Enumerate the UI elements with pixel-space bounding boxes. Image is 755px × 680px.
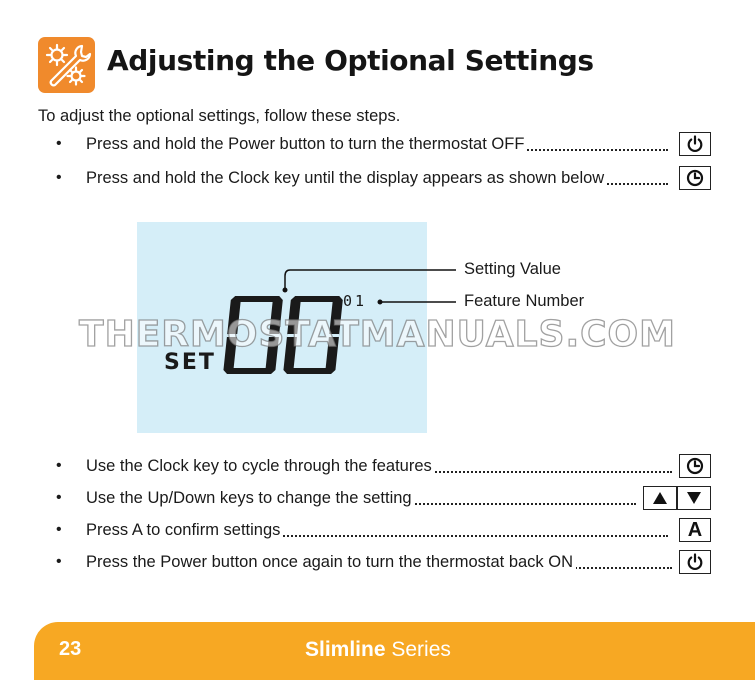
up-arrow-icon	[652, 491, 668, 505]
down-arrow-icon	[686, 491, 702, 505]
set-label: SET	[164, 350, 216, 375]
intro-text: To adjust the optional settings, follow these steps.	[38, 107, 401, 125]
series-name	[305, 638, 451, 662]
step-text: Press A to confirm settings	[86, 521, 283, 540]
bullet: •	[56, 521, 62, 538]
step-text: Use the Clock key to cycle through the features	[86, 457, 435, 476]
list-item	[56, 550, 712, 576]
step-text: Press the Power button once again to turn the thermostat back ON	[86, 553, 576, 572]
step-text: Press and hold the Power button to turn the thermostat OFF	[86, 135, 527, 154]
watermark: THERMOSTATMANUALS.COM	[79, 314, 676, 355]
down-key	[677, 486, 711, 510]
a-key-icon: A	[679, 518, 711, 542]
bullet: •	[56, 135, 62, 152]
series-regular: Series	[391, 638, 451, 661]
step-text: Use the Up/Down keys to change the setting	[86, 489, 415, 508]
list-item	[56, 518, 712, 544]
feature-number: 01	[343, 292, 368, 310]
bullet: •	[56, 553, 62, 570]
up-key	[643, 486, 677, 510]
clock-key	[679, 454, 711, 478]
bullet: •	[56, 169, 62, 186]
bullet: •	[56, 457, 62, 474]
page-number: 23	[59, 638, 82, 660]
callout-setting-value: Setting Value	[464, 260, 561, 278]
bullet: •	[56, 489, 62, 506]
list-item	[56, 486, 712, 512]
series-bold: Slimline	[305, 638, 386, 661]
clock-icon	[686, 457, 704, 475]
page-footer	[34, 622, 755, 680]
list-item	[56, 454, 712, 480]
power-icon	[686, 553, 704, 571]
callout-feature-number: Feature Number	[464, 292, 585, 310]
power-key	[679, 550, 711, 574]
page-title: Adjusting the Optional Settings	[107, 44, 594, 77]
step-text: Press and hold the Clock key until the display appears as shown below	[86, 169, 607, 188]
